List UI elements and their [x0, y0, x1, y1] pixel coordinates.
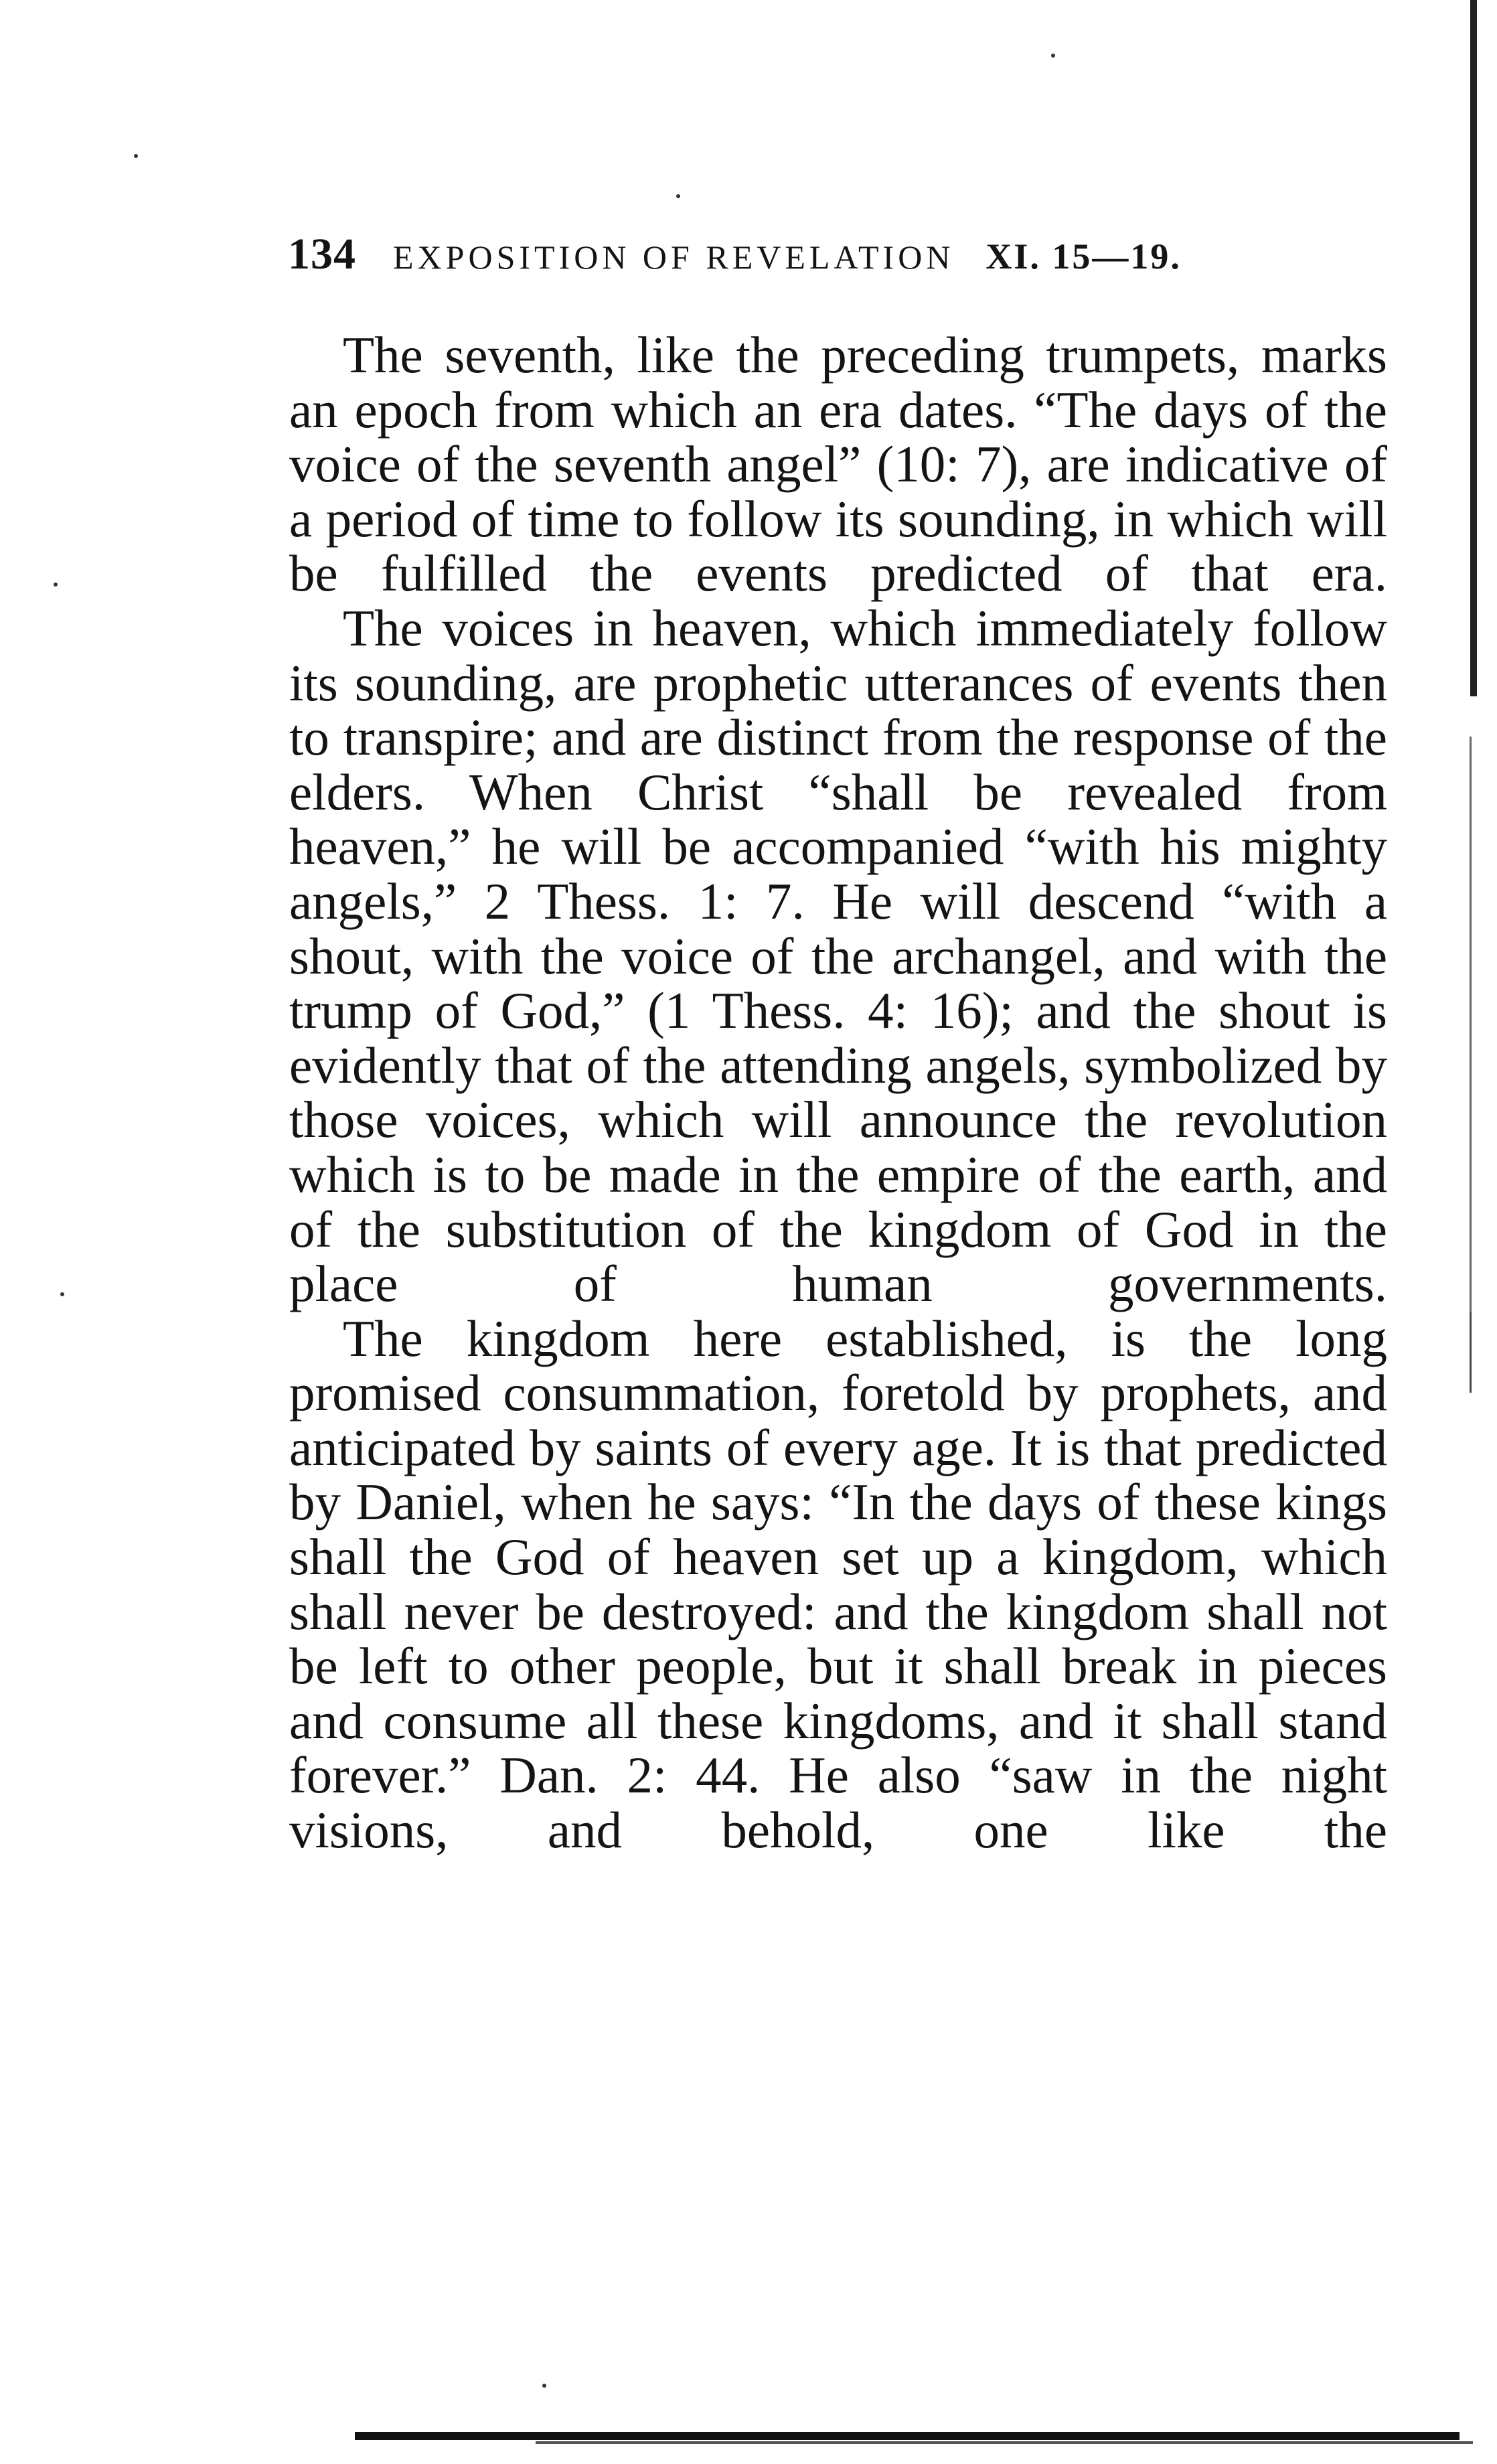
scan-speck: [54, 583, 58, 587]
scan-bottom-edge: [536, 2441, 1473, 2444]
paragraph-kingdom-established: The kingdom here established, is the long promised consummation, foretold by prophets, and anticipated by saints of every age. It is that predicted by Daniel, when he says: “In the days of these kings shall the God of heaven set up a kingdom, which shall never be destroyed: and the kingdom shall not be left to other people, but it shall break in pieces and consume all these kingdoms, and it shall stand forever.” Dan. 2: 44. He also “saw in the night visions, and behold, one like the: [289, 1309, 1387, 1859]
scan-speck: [1051, 54, 1055, 58]
scan-speck: [134, 154, 138, 158]
paragraph-seventh-trumpet: The seventh, like the preceding trumpets, marks an epoch from which an era dates. “The days of the voice of the seventh angel” (10: 7), are indicative of a period of time to follow its sounding, in which will be fulfilled the events predicted of that era.: [289, 326, 1387, 603]
scan-speck: [60, 1292, 64, 1296]
scan-edge-mark: [1470, 737, 1472, 1326]
running-head: [288, 221, 1386, 288]
chapter-reference: XI. 15—19.: [986, 236, 1182, 277]
page-number: 134: [288, 230, 356, 279]
scan-speck: [542, 2384, 546, 2388]
scan-edge-mark: [1470, 1312, 1472, 1393]
scan-bottom-edge: [355, 2432, 1460, 2440]
paragraph-voices-in-heaven: The voices in heaven, which immediately follow its sounding, are prophetic utterances of events then to transpire; and are distinct from the response of the elders. When Christ “shall be revealed from heaven,” he will be accompanied “with his mighty angels,” 2 Thess. 1: 7. He will descend “with a shout, with the voice of the archangel, and with the trump of God,” (1 Thess. 4: 16); and the shout is evidently that of the attending angels, symbolized by those voices, which will announce the revolution which is to be made in the empire of the earth, and of the substitution of the kingdom of God in the place of human governments.: [289, 599, 1387, 1313]
running-title: EXPOSITION OF REVELATION: [393, 238, 955, 276]
body-text: [289, 328, 1387, 1858]
scan-speck: [676, 194, 680, 198]
scan-edge-mark: [1470, 0, 1477, 696]
